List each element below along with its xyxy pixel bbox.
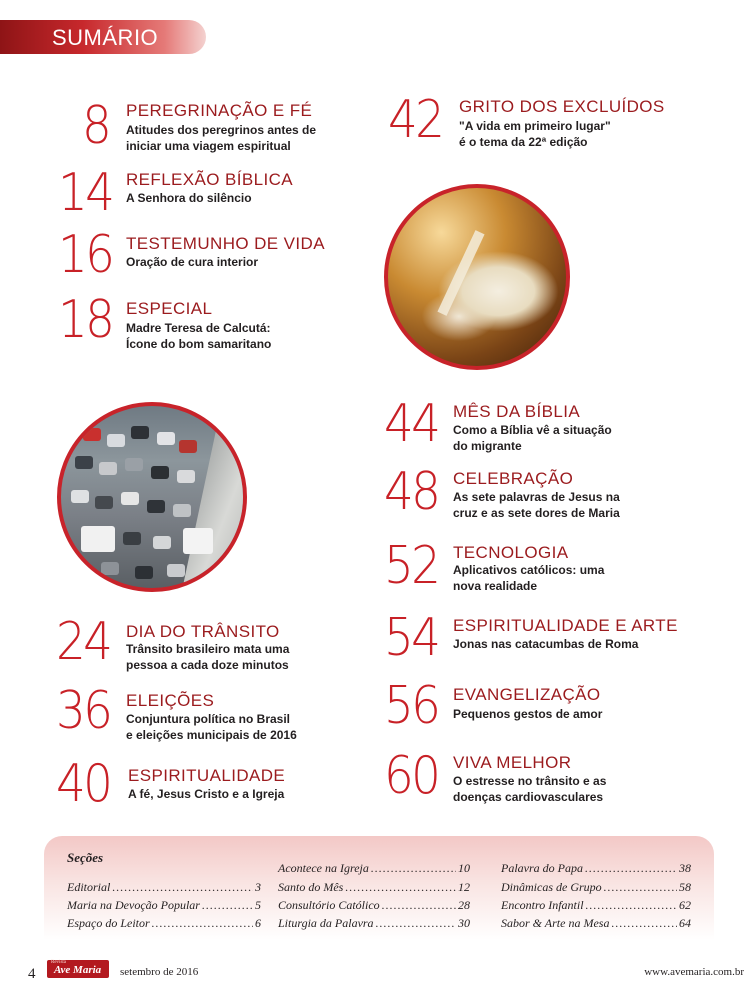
footer-page-number: 4 [28, 966, 36, 982]
toc-desc-line: A Senhora do silêncio [126, 191, 252, 205]
section-page: 28 [458, 898, 470, 912]
section-page: 6 [255, 916, 261, 930]
car-shape [101, 562, 119, 575]
toc-desc-line: Como a Bíblia vê a situação [453, 423, 612, 437]
toc-page-number: 8 [82, 96, 110, 156]
section-name: Dinâmicas de Grupo [501, 880, 602, 894]
toc-page-number: 52 [384, 536, 439, 596]
van-shape [183, 528, 213, 554]
section-item[interactable] [278, 880, 470, 895]
section-item[interactable] [67, 898, 261, 913]
car-shape [179, 440, 197, 453]
section-item[interactable] [278, 916, 470, 931]
car-shape [95, 496, 113, 509]
toc-page-number: 44 [384, 394, 439, 454]
toc-page-number: 16 [58, 225, 113, 285]
van-shape [81, 526, 115, 552]
section-page: 30 [458, 916, 470, 930]
toc-title: MÊS DA BÍBLIA [453, 402, 581, 421]
section-name: Palavra do Papa [501, 861, 583, 875]
toc-desc-line: cruz e as sete dores de Maria [453, 506, 620, 520]
toc-page-number: 14 [58, 163, 113, 223]
car-shape [147, 500, 165, 513]
toc-page-number: 42 [388, 90, 443, 150]
car-shape [131, 426, 149, 439]
road-barrier-wall [181, 406, 247, 592]
leader-dots [376, 916, 456, 931]
toc-desc-line: e eleições municipais de 2016 [126, 728, 297, 742]
section-page: 62 [679, 898, 691, 912]
toc-desc-line: O estresse no trânsito e as [453, 774, 607, 788]
section-page: 64 [679, 916, 691, 930]
car-shape [121, 492, 139, 505]
section-name: Editorial [67, 880, 111, 894]
toc-desc-line: Conjuntura política no Brasil [126, 712, 291, 726]
toc-title: DIA DO TRÂNSITO [126, 622, 280, 641]
leader-dots [586, 898, 677, 913]
car-shape [123, 532, 141, 545]
car-shape [99, 462, 117, 475]
section-item[interactable] [278, 898, 470, 913]
toc-title: VIVA MELHOR [453, 753, 572, 772]
section-item[interactable] [501, 880, 691, 895]
leader-dots [202, 898, 253, 913]
toc-page-number: 24 [56, 612, 111, 672]
toc-desc-line: doenças cardiovasculares [453, 790, 604, 804]
toc-title: GRITO DOS EXCLUÍDOS [459, 97, 665, 116]
traffic-photo [57, 402, 247, 592]
magazine-logo-small-text: Revista [51, 960, 66, 965]
toc-page-number: 54 [384, 608, 439, 668]
section-page: 5 [255, 898, 261, 912]
car-shape [151, 466, 169, 479]
car-shape [125, 458, 143, 471]
toc-desc-line: Ícone do bom samaritano [126, 337, 272, 351]
leader-dots [382, 898, 456, 913]
leader-dots [345, 880, 456, 895]
car-shape [177, 470, 195, 483]
section-name: Liturgia da Palavra [278, 916, 374, 930]
toc-page-number: 60 [384, 746, 439, 806]
car-shape [107, 434, 125, 447]
leader-dots [585, 861, 677, 876]
car-shape [83, 428, 101, 441]
section-name: Sabor & Arte na Mesa [501, 916, 610, 930]
toc-desc-line: As sete palavras de Jesus na [453, 490, 620, 504]
section-page: 3 [255, 880, 261, 894]
toc-page-number: 40 [56, 754, 111, 814]
toc-title: CELEBRAÇÃO [453, 469, 574, 488]
car-shape [71, 490, 89, 503]
toc-title: ELEIÇÕES [126, 691, 215, 710]
car-shape [173, 504, 191, 517]
section-item[interactable] [501, 916, 691, 931]
toc-desc-line: Atitudes dos peregrinos antes de [126, 123, 317, 137]
section-item[interactable] [501, 898, 691, 913]
toc-desc-line: Trânsito brasileiro mata uma [126, 642, 290, 656]
sections-title: Seções [67, 850, 104, 865]
toc-title: ESPECIAL [126, 299, 213, 318]
toc-desc-line: é o tema da 22ª edição [459, 135, 588, 149]
toc-title: EVANGELIZAÇÃO [453, 685, 601, 704]
toc-title: TECNOLOGIA [453, 543, 569, 562]
section-name: Maria na Devoção Popular [67, 898, 200, 912]
leader-dots [604, 880, 677, 895]
leader-dots [112, 880, 253, 895]
section-item[interactable] [278, 861, 470, 876]
section-page: 12 [458, 880, 470, 894]
toc-title: ESPIRITUALIDADE [128, 766, 286, 785]
toc-title: TESTEMUNHO DE VIDA [126, 234, 325, 253]
car-shape [135, 566, 153, 579]
car-shape [157, 432, 175, 445]
toc-desc-line: Aplicativos católicos: uma [453, 563, 605, 577]
section-name: Encontro Infantil [501, 898, 584, 912]
toc-desc-line: Oração de cura interior [126, 255, 259, 269]
car-shape [167, 564, 185, 577]
toc-desc-line: pessoa a cada doze minutos [126, 658, 289, 672]
toc-desc-line: A fé, Jesus Cristo e a Igreja [128, 787, 285, 801]
toc-desc-line: "A vida em primeiro lugar" [459, 119, 611, 133]
section-name: Consultório Católico [278, 898, 380, 912]
section-name: Santo do Mês [278, 880, 344, 894]
toc-desc-line: Madre Teresa de Calcutá: [126, 321, 271, 335]
toc-title: PEREGRINAÇÃO E FÉ [126, 101, 313, 120]
toc-desc-line: Jonas nas catacumbas de Roma [453, 637, 639, 651]
toc-page-number: 36 [56, 681, 111, 741]
section-item[interactable] [67, 916, 261, 931]
toc-desc-line: iniciar uma viagem espiritual [126, 139, 291, 153]
toc-page-number: 48 [384, 462, 439, 522]
leader-dots [611, 916, 677, 931]
footer-date: setembro de 2016 [120, 966, 199, 978]
section-page: 58 [679, 880, 691, 894]
toc-desc-line: nova realidade [453, 579, 538, 593]
magazine-logo-text: Ave Maria [54, 964, 102, 976]
car-shape [153, 536, 171, 549]
toc-page-number: 56 [384, 676, 439, 736]
footer-url[interactable]: www.avemaria.com.br [644, 966, 744, 978]
section-item[interactable] [501, 861, 691, 876]
bible-photo [384, 184, 570, 370]
page-title: SUMÁRIO [52, 25, 159, 50]
toc-desc-line: do migrante [453, 439, 522, 453]
section-name: Acontece na Igreja [278, 861, 369, 875]
toc-page-number: 18 [58, 290, 113, 350]
toc-desc-line: Pequenos gestos de amor [453, 707, 603, 721]
car-shape [75, 456, 93, 469]
section-page: 10 [458, 861, 470, 875]
leader-dots [371, 861, 456, 876]
toc-title: REFLEXÃO BÍBLICA [126, 170, 294, 189]
section-page: 38 [679, 861, 691, 875]
section-item[interactable] [67, 880, 261, 895]
bible-page-highlight [437, 230, 484, 316]
toc-title: ESPIRITUALIDADE E ARTE [453, 616, 678, 635]
leader-dots [152, 916, 253, 931]
section-name: Espaço do Leitor [67, 916, 150, 930]
